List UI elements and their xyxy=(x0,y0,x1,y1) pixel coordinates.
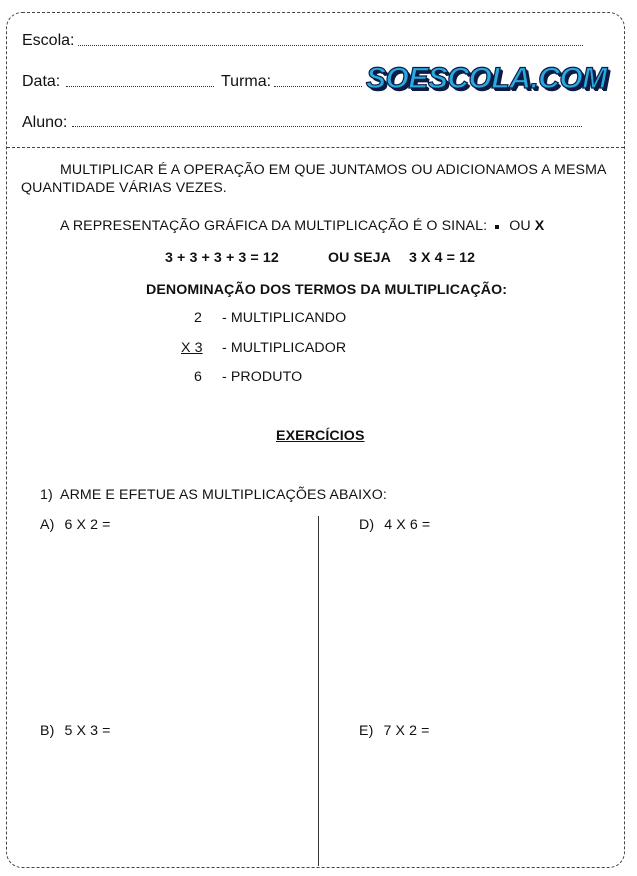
exercise-item-e xyxy=(359,723,430,739)
exercise-item-d xyxy=(359,517,430,533)
example-product: 3 X 4 = 12 xyxy=(409,250,476,266)
exercise-expression: 6 X 2 = xyxy=(64,517,111,533)
exercise-item-b xyxy=(40,723,111,739)
exercise-letter: E) xyxy=(359,723,374,739)
intro-line-1: MULTIPLICAR É A OPERAÇÃO EM QUE JUNTAMOS OU ADICIONAMOS A MESMA xyxy=(60,162,607,178)
representation-line xyxy=(60,218,544,234)
class-field[interactable] xyxy=(274,86,362,87)
representation-text: A REPRESENTAÇÃO GRÁFICA DA MULTIPLICAÇÃO É O SINAL: xyxy=(60,218,488,234)
date-label: Data: xyxy=(22,73,61,90)
school-label: Escola: xyxy=(22,32,75,49)
soescola-logo: SOESCOLA.COM xyxy=(366,62,607,95)
term-value: 6 xyxy=(194,369,202,385)
exercises-title: EXERCÍCIOS xyxy=(276,428,365,444)
representation-x: X xyxy=(534,218,545,234)
exercise-item-a xyxy=(40,517,111,533)
terms-title: DENOMINAÇÃO DOS TERMOS DA MULTIPLICAÇÃO: xyxy=(146,282,508,298)
exercise-expression: 4 X 6 = xyxy=(384,517,431,533)
exercise-expression: 7 X 2 = xyxy=(383,723,430,739)
exercise-letter: A) xyxy=(40,517,55,533)
term-name: - MULTIPLICANDO xyxy=(222,310,347,326)
question-number: 1) xyxy=(40,487,53,503)
student-label: Aluno: xyxy=(22,114,68,131)
representation-or: OU xyxy=(509,218,531,234)
date-field[interactable] xyxy=(66,86,214,87)
question-text: ARME E EFETUE AS MULTIPLICAÇÕES ABAIXO: xyxy=(60,487,387,503)
term-value: 2 xyxy=(194,310,202,326)
example-sum: 3 + 3 + 3 + 3 = 12 xyxy=(165,250,279,266)
term-value: X 3 xyxy=(181,340,203,356)
column-divider xyxy=(318,516,319,866)
term-name: - PRODUTO xyxy=(222,369,303,385)
header-divider xyxy=(7,147,624,148)
term-name: - MULTIPLICADOR xyxy=(222,340,347,356)
exercise-letter: B) xyxy=(40,723,55,739)
student-field[interactable] xyxy=(72,126,582,127)
exercise-letter: D) xyxy=(359,517,375,533)
school-field[interactable] xyxy=(78,45,583,46)
dot-sign-icon xyxy=(495,225,499,229)
example-or: OU SEJA xyxy=(328,250,391,266)
class-label: Turma: xyxy=(221,73,272,90)
intro-line-2: QUANTIDADE VÁRIAS VEZES. xyxy=(21,180,227,196)
exercise-expression: 5 X 3 = xyxy=(64,723,111,739)
